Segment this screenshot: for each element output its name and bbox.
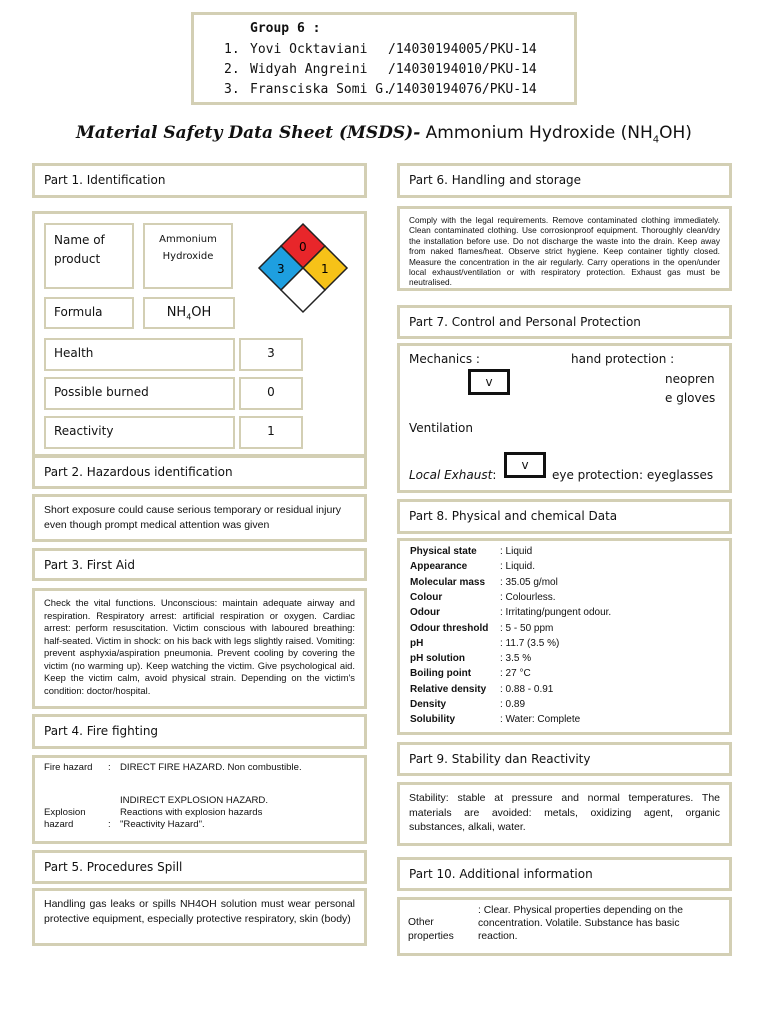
part10-header: Part 10. Additional information [397, 857, 732, 891]
health-value: 3 [239, 338, 303, 371]
property-key: Molecular mass [410, 576, 486, 588]
property-value: : Liquid [500, 546, 533, 557]
burn-label: Possible burned [44, 377, 235, 410]
name-label: Name of product [44, 223, 134, 289]
other-properties-value: : Clear. Physical properties depending on the concentration. Volatile. Substance has basic reaction. [478, 905, 683, 942]
mechanics-checkbox[interactable]: v [468, 369, 510, 395]
part2-body: Short exposure could cause serious temporary or residual injury even though prompt medical attention was given [32, 494, 367, 542]
property-key: Odour [410, 607, 440, 619]
member-name: Yovi Ocktaviani [250, 42, 368, 57]
ventilation-label: Ventilation [409, 421, 473, 435]
gloves-line-2: e gloves [665, 391, 716, 405]
other-label-1: Other [408, 917, 434, 928]
name-value: Ammonium Hydroxide [143, 223, 233, 289]
member-name: Fransciska Somi G. [250, 82, 391, 97]
property-key: Density [410, 699, 447, 710]
explosion-value-2: Reactions with explosion hazards [120, 807, 263, 818]
local-exhaust-checkbox[interactable]: v [504, 452, 546, 478]
fire-value: DIRECT FIRE HAZARD. Non combustible. [120, 762, 302, 773]
diamond-right-value: 1 [321, 262, 329, 276]
group-box [191, 12, 577, 105]
property-key: Boiling point [410, 668, 472, 680]
property-key: pH solution [410, 653, 465, 665]
property-value: : 27 °C [500, 668, 531, 680]
property-row [410, 699, 525, 710]
formula-label: Formula [44, 297, 134, 329]
page-title [0, 123, 768, 145]
group-title: Group 6 : [250, 21, 321, 36]
property-value: : 11.7 (3.5 %) [500, 637, 560, 649]
property-row [410, 577, 558, 588]
explosion-label-2: hazard [44, 819, 74, 830]
property-value: : 0.89 [500, 699, 526, 710]
member-id: /14030194005/PKU-14 [388, 42, 537, 57]
colon: : [108, 819, 111, 830]
property-key: pH [410, 637, 424, 649]
part6-header: Part 6. Handling and storage [397, 163, 732, 198]
explosion-value-1: INDIRECT EXPLOSION HAZARD. [120, 795, 269, 806]
property-row [410, 623, 553, 634]
property-key: Solubility [410, 714, 455, 726]
part9-body: Stability: stable at pressure and normal temperatures. The materials are avoided: metals, oxidizing agent, organic substances, alkali, water. [397, 782, 732, 846]
other-label-2: properties [408, 931, 454, 942]
property-key: Physical state [410, 546, 477, 557]
part1-header: Part 1. Identification [32, 163, 367, 198]
formula-sub: 4 [186, 312, 192, 322]
hand-protection-label: hand protection : [571, 352, 675, 366]
property-row [410, 668, 531, 679]
property-row [410, 607, 611, 618]
property-value: : 3.5 % [500, 653, 532, 665]
property-row [410, 653, 531, 664]
title-end: OH) [659, 123, 692, 143]
explosion-value-3: "Reactivity Hazard". [120, 819, 205, 830]
diamond-top-value: 0 [299, 240, 307, 254]
eye-protection-label: eye protection: eyeglasses [552, 468, 714, 482]
formula-b: OH [191, 305, 212, 320]
member-no: 1. [224, 42, 240, 57]
local-exhaust-label [409, 468, 496, 482]
explosion-label-1: Explosion [44, 807, 86, 818]
property-row [410, 561, 535, 572]
fire-label: Fire hazard [44, 762, 93, 773]
property-value: : Liquid. [500, 561, 536, 573]
formula-a: NH [166, 305, 187, 320]
reactivity-value: 1 [239, 416, 303, 449]
part1-body [32, 211, 367, 457]
property-row [410, 592, 556, 603]
title-bold: Material Safety Data Sheet (MSDS)- [76, 123, 421, 143]
part4-header: Part 4. Fire fighting [32, 714, 367, 749]
property-value: : 0.88 - 0.91 [500, 683, 554, 695]
part4-body [32, 755, 367, 844]
colon: : [492, 468, 497, 482]
colon: : [108, 762, 111, 773]
local-exhaust-text: Local Exhaust [409, 468, 493, 482]
property-key: Appearance [410, 561, 468, 573]
gloves-line-1: neopren [665, 372, 715, 386]
part5-header: Part 5. Procedures Spill [32, 850, 367, 884]
part6-body: Comply with the legal requirements. Remove contaminated clothing immediately. Clean contaminated clothing. Use corrosionproof equipment. Thoroughly clean/dry the installation before use. Do not discharge the waste into the drain. Keep away from naked flames/heat. Observe strict hygiene. Keep container tightly closed. Measure the concentration in the air regularly. Carry operations in the open/under local exhaust/ventilation or with respiratory protection. Exhaust gas must be neutralised. [397, 206, 732, 291]
part8-header: Part 8. Physical and chemical Data [397, 499, 732, 534]
part2-header: Part 2. Hazardous identification [32, 455, 367, 489]
property-value: : Colourless. [500, 591, 556, 603]
member-id: /14030194010/PKU-14 [388, 62, 537, 77]
property-value: : 35.05 g/mol [500, 576, 558, 588]
part7-header: Part 7. Control and Personal Protection [397, 305, 732, 339]
member-name: Widyah Angreini [250, 62, 368, 77]
property-key: Relative density [410, 683, 487, 695]
reactivity-label: Reactivity [44, 416, 235, 449]
property-row [410, 684, 553, 695]
mechanics-label: Mechanics : [409, 352, 480, 366]
property-row [410, 546, 532, 557]
diamond-left-value: 3 [277, 262, 285, 276]
title-sub: 4 [652, 134, 660, 146]
part8-body [397, 538, 732, 735]
member-no: 2. [224, 62, 240, 77]
member-no: 3. [224, 82, 240, 97]
health-label: Health [44, 338, 235, 371]
property-row [410, 714, 580, 725]
property-key: Colour [410, 591, 443, 603]
part3-header: Part 3. First Aid [32, 548, 367, 581]
title-rest: Ammonium Hydroxide (NH [420, 123, 653, 143]
property-value: : 5 - 50 ppm [500, 622, 554, 634]
nfpa-diamond-icon [247, 222, 359, 317]
property-value: : Water: Complete [500, 714, 581, 726]
property-value: : Irritating/pungent odour. [500, 607, 612, 619]
burn-value: 0 [239, 377, 303, 410]
part7-body [397, 343, 732, 493]
part10-body [397, 897, 732, 956]
property-row [410, 638, 559, 649]
part5-body: Handling gas leaks or spills NH4OH solution must wear personal protective equipment, especially protective respiratory, skin (body) [32, 888, 367, 946]
property-key: Odour threshold [410, 622, 489, 634]
part9-header: Part 9. Stability dan Reactivity [397, 742, 732, 776]
formula-value [143, 297, 235, 329]
member-id: /14030194076/PKU-14 [388, 82, 537, 97]
part3-body: Check the vital functions. Unconscious: maintain adequate airway and respiration. Respiratory arrest: artificial respiration or oxygen. Cardiac arrest: perform resuscitation. Victim conscious with laboured breathing: half-seated. Victim in shock: on his back with legs slightly raised. Vomiting: prevent asphyxia/aspiration pneumonia. Prevent cooling by covering the victim (no warming up). Keep watching the victim. Give psychological aid. Keep the victim calm, avoid physical strain. Depending on the victim's condition: doctor/hospital. [32, 588, 367, 709]
